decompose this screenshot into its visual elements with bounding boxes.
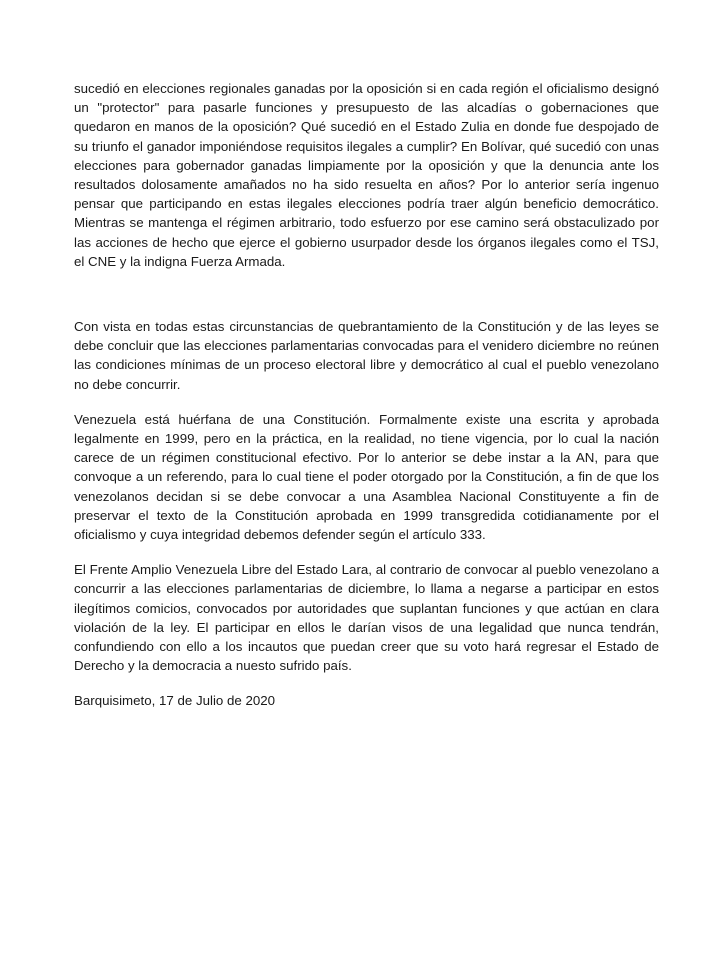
document-body (74, 79, 659, 711)
paragraph-conclusion: Con vista en todas estas circunstancias de quebrantamiento de la Constitución y de las leyes se debe concluir que las elecciones parlamentarias convocadas para el venidero diciembre no reúnen las condiciones mínimas de un proceso electoral libre y democrático al cual el pueblo venezolano no debe concurrir. (74, 319, 659, 392)
paragraph-frente-amplio: El Frente Amplio Venezuela Libre del Estado Lara, al contrario de convocar al pueblo venezolano a concurrir a las elecciones parlamentarias de diciembre, lo llama a negarse a participar en estos ilegítimos comicios, convocados por autoridades que suplantan funciones y que actúan en clara violación de la ley. El participar en ellos le darían visos de una legalidad que nunca tendrán, confundiendo con ello a los incautos que puedan creer que su voto hará regresar el Estado de Derecho y la democracia a nuesto sufrido país. (74, 562, 659, 674)
place-and-date: Barquisimeto, 17 de Julio de 2020 (74, 693, 276, 709)
paragraph-elecciones-regionales: sucedió en elecciones regionales ganadas por la oposición si en cada región el oficialismo designó un "protector" para pasarle funciones y presupuesto de las alcadías o gobernaciones que quedaron en manos de la oposición? Qué sucedió en el Estado Zulia en donde fue despojado de su triunfo el ganador imponiéndose requisitos ilegales a cumplir? En Bolívar, qué sucedió con unas elecciones para gobernador ganadas limpiamente por la oposición y que la denuncia ante los resultados dolosamente amañados no ha sido resuelta en años? Por lo anterior sería ingenuo pensar que participando en estas ilegales elecciones podría traer algún beneficio democrático. Mientras se mantenga el régimen arbitrario, todo esfuerzo por ese camino será obstaculizado por las acciones de hecho que ejerce el gobierno usurpador desde los órganos ilegales como el TSJ, el CNE y la indigna Fuerza Armada. (74, 81, 659, 269)
paragraph-constitucion: Venezuela está huérfana de una Constitución. Formalmente existe una escrita y aprobada legalmente en 1999, pero en la práctica, en la realidad, no tiene vigencia, por lo cual la nación carece de un régimen constitucional efectivo. Por lo anterior se debe instar a la AN, para que convoque a un referendo, para lo cual tiene el poder otorgado por la Constitución, a fin de que los venezolanos decidan si se debe convocar a una Asamblea Nacional Constituyente a fin de preservar el texto de la Constitución aprobada en 1999 transgredida cotidianamente por el oficialismo y cuya integridad debemos defender según el artículo 333. (74, 411, 659, 543)
